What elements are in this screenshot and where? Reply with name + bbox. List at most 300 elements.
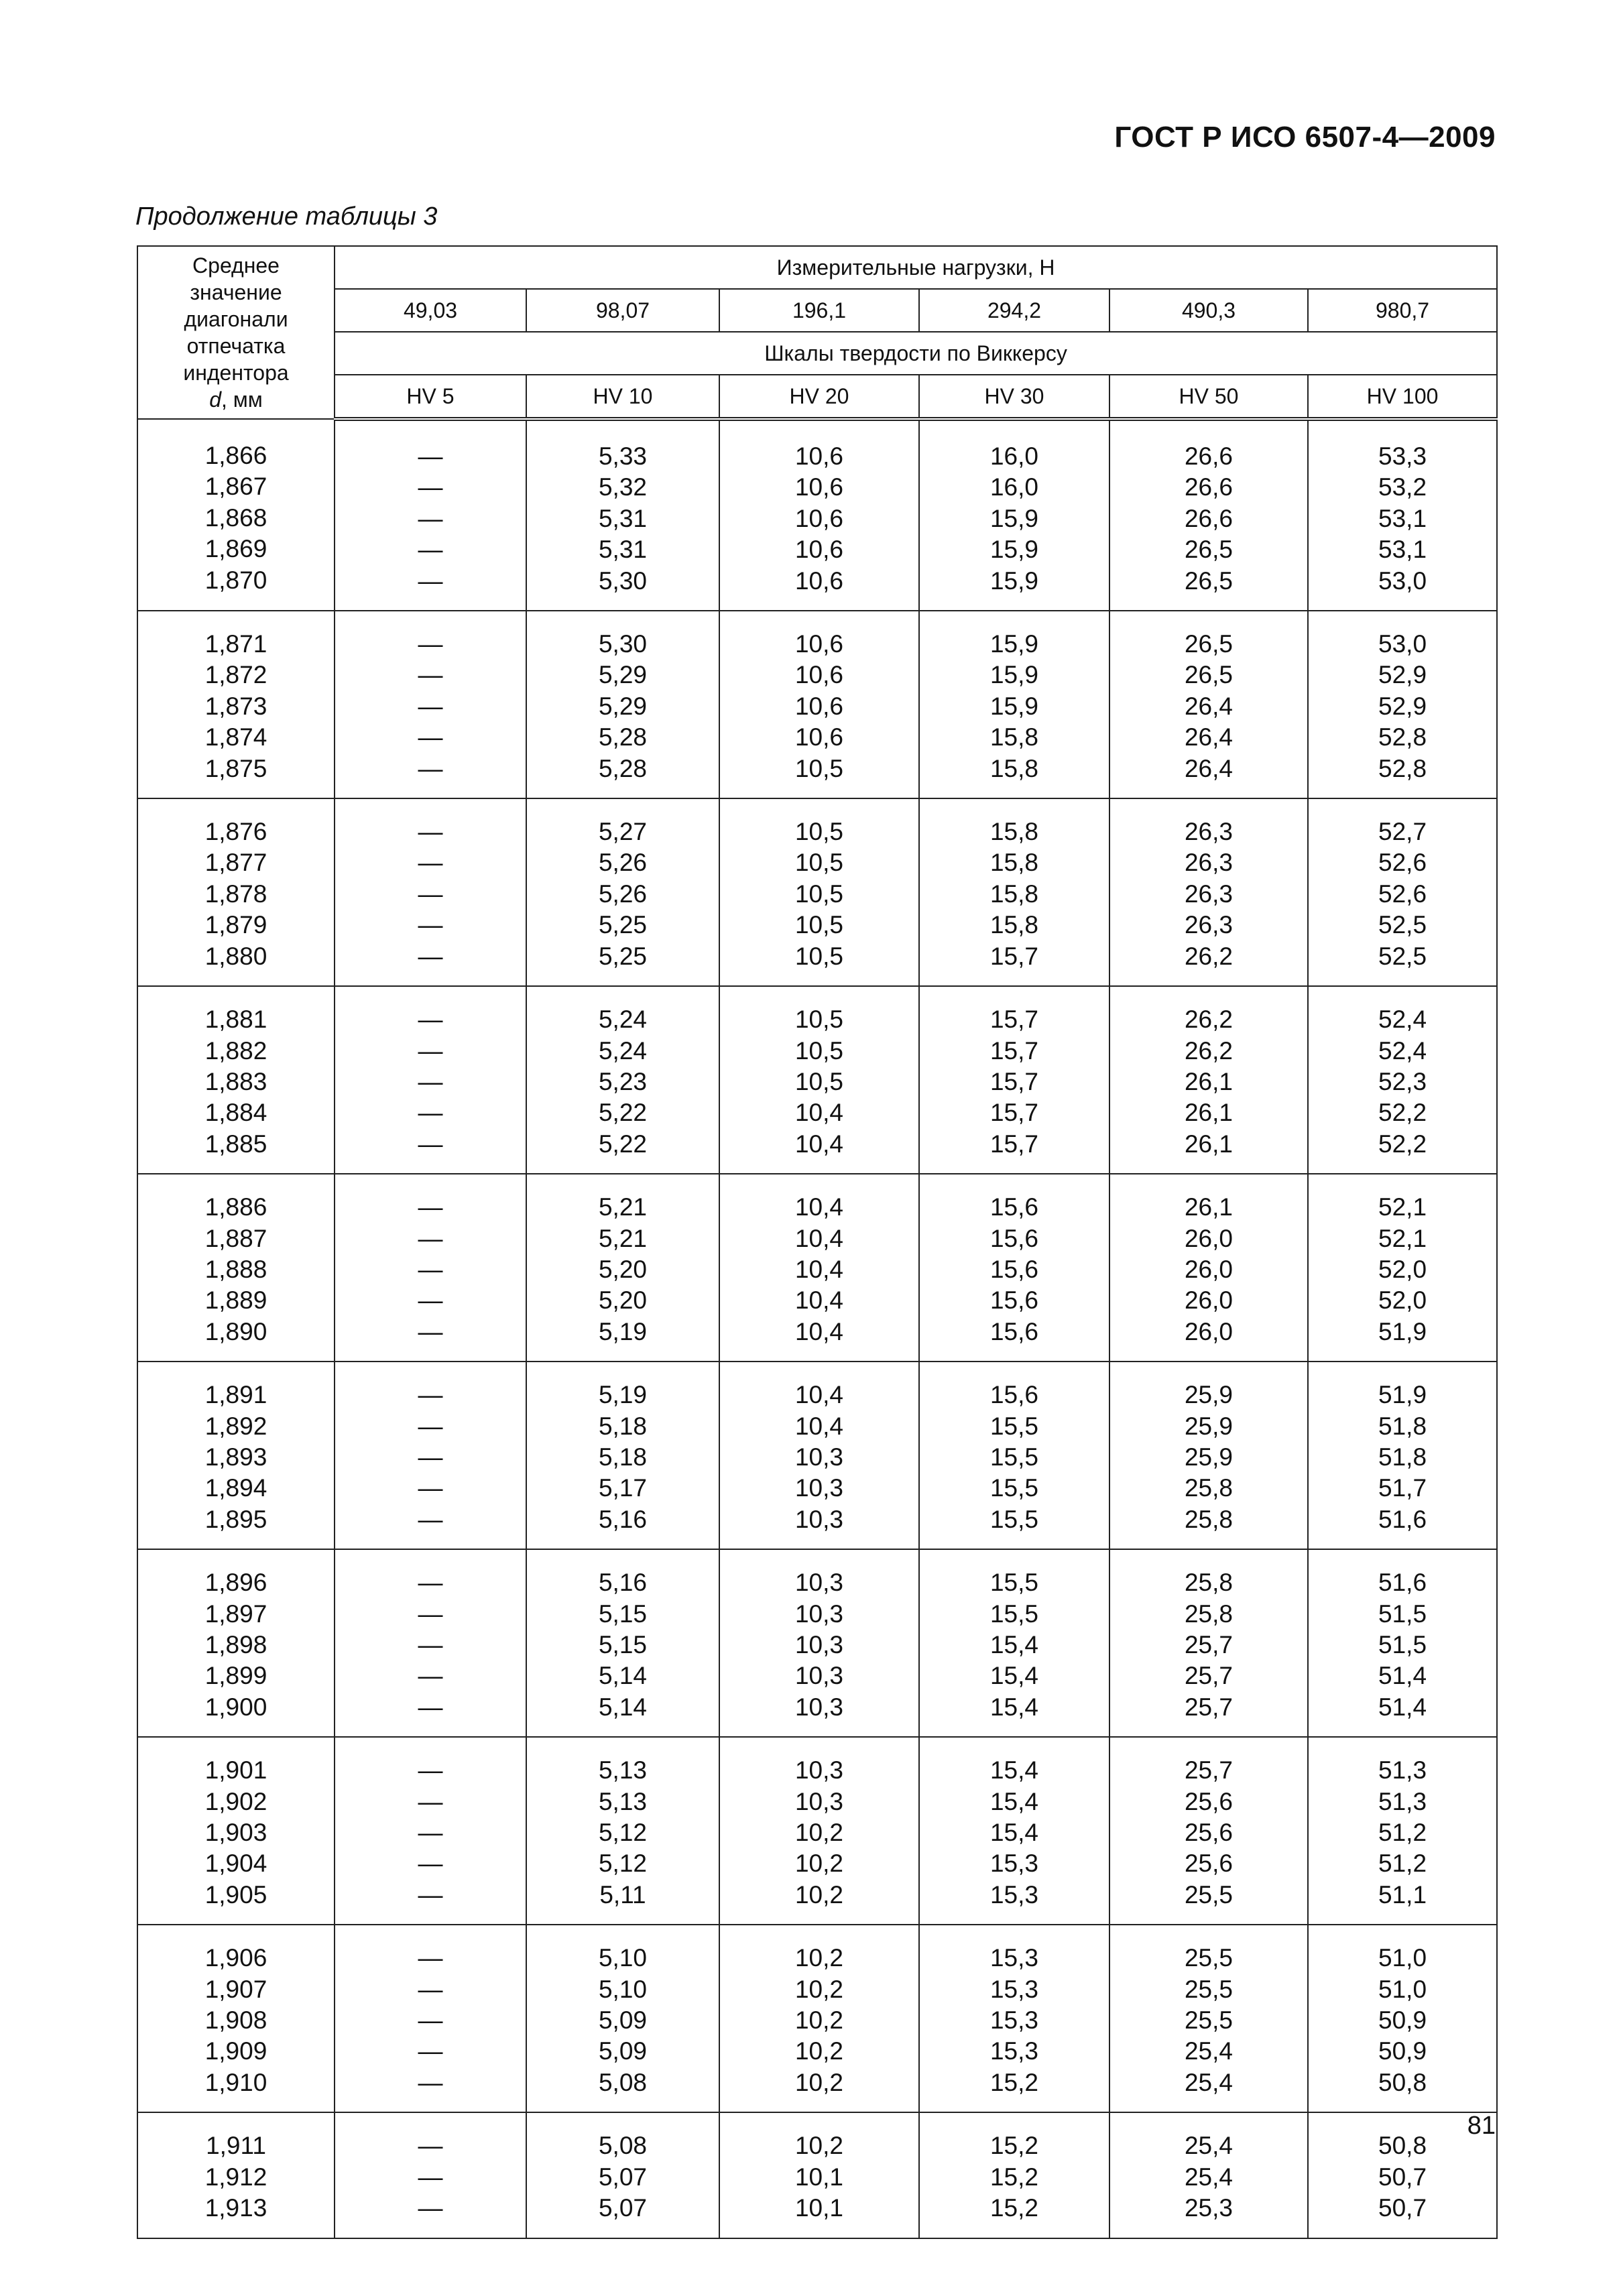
table-value: 15,7 bbox=[989, 1099, 1038, 1127]
hardness-cell bbox=[919, 611, 1109, 798]
table-value: 5,16 bbox=[598, 1505, 647, 1533]
table-value: 15,8 bbox=[989, 880, 1038, 908]
table-value: 1,897 bbox=[204, 1599, 267, 1628]
row-group bbox=[137, 1362, 1497, 1549]
table-value: 15,6 bbox=[989, 1193, 1038, 1221]
table-value: 26,5 bbox=[1184, 630, 1233, 658]
table-value: 25,6 bbox=[1184, 1819, 1233, 1847]
table-value: 52,6 bbox=[1378, 880, 1427, 908]
table-value: 53,1 bbox=[1378, 504, 1427, 532]
hardness-cell bbox=[1109, 611, 1308, 798]
hardness-cell bbox=[719, 1362, 919, 1549]
table-value: — bbox=[418, 1224, 443, 1252]
table-value: 10,3 bbox=[794, 1756, 843, 1785]
table-value: 26,4 bbox=[1184, 692, 1233, 720]
hardness-cell bbox=[1109, 2112, 1308, 2238]
table-value: 52,4 bbox=[1378, 1006, 1427, 1034]
table-value: 52,5 bbox=[1378, 911, 1427, 939]
table-value: — bbox=[418, 1381, 443, 1409]
table-value: — bbox=[418, 1130, 443, 1158]
table-value: 10,4 bbox=[794, 1224, 843, 1252]
table-value: 1,885 bbox=[204, 1130, 267, 1158]
table-value: — bbox=[418, 1317, 443, 1345]
table-value: — bbox=[418, 536, 443, 564]
table-value: — bbox=[418, 818, 443, 846]
table-value: 15,2 bbox=[989, 2163, 1038, 2191]
table-value: 1,906 bbox=[204, 1944, 267, 1972]
table-value: 26,1 bbox=[1184, 1099, 1233, 1127]
table-value: 16,0 bbox=[989, 442, 1038, 470]
table-value: 1,882 bbox=[204, 1036, 267, 1065]
table-value: — bbox=[418, 942, 443, 970]
table-value: 52,5 bbox=[1378, 942, 1427, 970]
table-value: 51,3 bbox=[1378, 1756, 1427, 1785]
table-value: 10,6 bbox=[794, 504, 843, 532]
stub-header-line: диагонали bbox=[184, 307, 288, 331]
table-value: 10,4 bbox=[794, 1317, 843, 1345]
hardness-cell bbox=[526, 2112, 719, 2238]
table-value: — bbox=[418, 2194, 443, 2222]
row-group bbox=[137, 419, 1497, 611]
table-value: 10,4 bbox=[794, 1412, 843, 1440]
stub-header-line: индентора bbox=[183, 361, 289, 385]
table-value: 5,14 bbox=[598, 1693, 647, 1721]
table-value: — bbox=[418, 1662, 443, 1690]
table-value: 25,3 bbox=[1184, 2194, 1233, 2222]
table-value: 10,2 bbox=[794, 1975, 843, 2003]
table-value: — bbox=[418, 1006, 443, 1034]
table-value: 5,16 bbox=[598, 1569, 647, 1597]
table-value: 52,1 bbox=[1378, 1224, 1427, 1252]
hardness-cell bbox=[719, 2112, 919, 2238]
table-value: 51,4 bbox=[1378, 1662, 1427, 1690]
table-value: 15,3 bbox=[989, 2037, 1038, 2065]
table-value: 15,3 bbox=[989, 2006, 1038, 2035]
table-value: 25,9 bbox=[1184, 1412, 1233, 1440]
table-value: 1,902 bbox=[204, 1787, 267, 1815]
table-value: 15,3 bbox=[989, 1880, 1038, 1909]
table-value: 1,888 bbox=[204, 1255, 267, 1283]
table-value: 1,894 bbox=[204, 1474, 267, 1502]
table-value: 15,8 bbox=[989, 754, 1038, 782]
table-value: 52,8 bbox=[1378, 754, 1427, 782]
table-value: 26,6 bbox=[1184, 504, 1233, 532]
row-group bbox=[137, 611, 1497, 798]
table-value: — bbox=[418, 1756, 443, 1785]
table-value: 10,6 bbox=[794, 536, 843, 564]
table-value: 16,0 bbox=[989, 473, 1038, 501]
table-value: 1,889 bbox=[204, 1286, 267, 1315]
table-value: 10,3 bbox=[794, 1693, 843, 1721]
table-value: 26,3 bbox=[1184, 880, 1233, 908]
table-value: 1,879 bbox=[204, 911, 267, 939]
table-value: 52,0 bbox=[1378, 1286, 1427, 1315]
table-value: 5,25 bbox=[598, 942, 647, 970]
table-value: — bbox=[418, 1693, 443, 1721]
table-value: 25,7 bbox=[1184, 1756, 1233, 1785]
table-value: 1,868 bbox=[204, 503, 267, 532]
table-value: 5,13 bbox=[598, 1756, 647, 1785]
load-header: 196,1 bbox=[719, 289, 919, 332]
table-value: 10,2 bbox=[794, 1880, 843, 1909]
table-value: 10,5 bbox=[794, 818, 843, 846]
diagonal-cell bbox=[137, 2112, 335, 2238]
table-value: 25,4 bbox=[1184, 2068, 1233, 2096]
table-value: — bbox=[418, 1569, 443, 1597]
table-value: 5,27 bbox=[598, 818, 647, 846]
table-value: 26,5 bbox=[1184, 566, 1233, 595]
table-value: — bbox=[418, 1505, 443, 1533]
table-value: 51,2 bbox=[1378, 1850, 1427, 1878]
hardness-cell bbox=[1109, 986, 1308, 1174]
table-value: 26,5 bbox=[1184, 661, 1233, 689]
table-value: 5,31 bbox=[598, 504, 647, 532]
table-value: 5,19 bbox=[598, 1317, 647, 1345]
table-value: 5,26 bbox=[598, 849, 647, 877]
table-value: 51,8 bbox=[1378, 1443, 1427, 1471]
table-value: — bbox=[418, 1819, 443, 1847]
table-value: 10,6 bbox=[794, 442, 843, 470]
table-value: 1,877 bbox=[204, 849, 267, 877]
table-value: 5,29 bbox=[598, 692, 647, 720]
table-value: 15,9 bbox=[989, 692, 1038, 720]
table-value: — bbox=[418, 1850, 443, 1878]
table-value: 1,908 bbox=[204, 2006, 267, 2035]
table-value: 15,2 bbox=[989, 2194, 1038, 2222]
table-value: 10,3 bbox=[794, 1474, 843, 1502]
table-value: — bbox=[418, 1036, 443, 1065]
row-group bbox=[137, 1925, 1497, 2112]
scale-header: HV 10 bbox=[526, 375, 719, 419]
hardness-cell bbox=[1109, 1174, 1308, 1362]
hardness-cell bbox=[1308, 419, 1497, 611]
table-value: 10,3 bbox=[794, 1599, 843, 1628]
table-value: 1,901 bbox=[204, 1756, 267, 1785]
table-value: 10,3 bbox=[794, 1569, 843, 1597]
table-value: 25,7 bbox=[1184, 1693, 1233, 1721]
row-group bbox=[137, 2112, 1497, 2238]
scales-title: Шкалы твердости по Виккерсу bbox=[335, 332, 1497, 375]
table-value: 26,2 bbox=[1184, 1006, 1233, 1034]
table-value: 1,880 bbox=[204, 942, 267, 970]
load-header: 490,3 bbox=[1109, 289, 1308, 332]
table-value: 51,6 bbox=[1378, 1505, 1427, 1533]
table-value: 25,9 bbox=[1184, 1443, 1233, 1471]
hardness-cell bbox=[526, 1737, 719, 1925]
table-value: 10,6 bbox=[794, 566, 843, 595]
loads-row bbox=[137, 289, 1497, 332]
hardness-cell bbox=[1109, 1549, 1308, 1737]
hardness-cell bbox=[919, 1925, 1109, 2112]
hardness-cell bbox=[1109, 419, 1308, 611]
table-value: 5,22 bbox=[598, 1130, 647, 1158]
diagonal-cell bbox=[137, 1362, 335, 1549]
table-value: — bbox=[418, 1255, 443, 1283]
table-value: — bbox=[418, 1286, 443, 1315]
table-value: 50,8 bbox=[1378, 2068, 1427, 2096]
table-value: 50,8 bbox=[1378, 2132, 1427, 2160]
table-value: 5,12 bbox=[598, 1850, 647, 1878]
table-value: 15,5 bbox=[989, 1569, 1038, 1597]
table-value: 5,32 bbox=[598, 473, 647, 501]
table-value: 15,7 bbox=[989, 942, 1038, 970]
hardness-cell bbox=[919, 1362, 1109, 1549]
table-value: 15,4 bbox=[989, 1756, 1038, 1785]
table-value: 25,8 bbox=[1184, 1474, 1233, 1502]
table-value: 26,5 bbox=[1184, 536, 1233, 564]
hardness-cell bbox=[526, 986, 719, 1174]
table-value: 52,9 bbox=[1378, 661, 1427, 689]
table-value: 10,2 bbox=[794, 1944, 843, 1972]
row-group bbox=[137, 986, 1497, 1174]
table-value: 10,5 bbox=[794, 1067, 843, 1095]
table-value: 53,0 bbox=[1378, 566, 1427, 595]
table-value: — bbox=[418, 1631, 443, 1658]
table-value: 10,3 bbox=[794, 1631, 843, 1658]
table-value: 15,7 bbox=[989, 1036, 1038, 1065]
table-value: — bbox=[418, 473, 443, 501]
hardness-cell bbox=[719, 986, 919, 1174]
diagonal-cell bbox=[137, 1925, 335, 2112]
row-group bbox=[137, 798, 1497, 986]
table-value: 51,1 bbox=[1378, 1880, 1427, 1909]
table-value: 10,2 bbox=[794, 1850, 843, 1878]
table-value: 26,0 bbox=[1184, 1286, 1233, 1315]
table-value: 5,18 bbox=[598, 1443, 647, 1471]
hardness-cell bbox=[919, 986, 1109, 1174]
table-value: 10,2 bbox=[794, 2068, 843, 2096]
table-value: 10,6 bbox=[794, 723, 843, 751]
table-value: — bbox=[418, 661, 443, 689]
table-value: — bbox=[418, 723, 443, 751]
table-value: 5,31 bbox=[598, 536, 647, 564]
table-value: 5,23 bbox=[598, 1067, 647, 1095]
table-value: 10,4 bbox=[794, 1255, 843, 1283]
table-value: 1,878 bbox=[204, 880, 267, 908]
table-value: — bbox=[418, 2006, 443, 2035]
table-value: 15,9 bbox=[989, 536, 1038, 564]
table-value: 26,0 bbox=[1184, 1224, 1233, 1252]
table-value: 51,0 bbox=[1378, 1944, 1427, 1972]
table-value: 25,5 bbox=[1184, 1880, 1233, 1909]
table-value: 5,30 bbox=[598, 630, 647, 658]
table-value: 5,26 bbox=[598, 880, 647, 908]
table-value: 5,13 bbox=[598, 1787, 647, 1815]
table-value: 15,4 bbox=[989, 1787, 1038, 1815]
table-value: 5,09 bbox=[598, 2006, 647, 2035]
diagonal-cell bbox=[137, 419, 335, 611]
table-value: 1,910 bbox=[204, 2068, 267, 2096]
table-value: 10,1 bbox=[794, 2163, 843, 2191]
table-value: — bbox=[418, 1787, 443, 1815]
table-value: 15,8 bbox=[989, 818, 1038, 846]
table-value: 5,20 bbox=[598, 1286, 647, 1315]
table-value: 25,5 bbox=[1184, 1944, 1233, 1972]
table-value: 15,4 bbox=[989, 1693, 1038, 1721]
table-value: 5,24 bbox=[598, 1006, 647, 1034]
table-value: 51,8 bbox=[1378, 1412, 1427, 1440]
table-value: — bbox=[418, 442, 443, 470]
table-value: 10,4 bbox=[794, 1381, 843, 1409]
table-value: 5,11 bbox=[599, 1880, 646, 1909]
table-value: 25,5 bbox=[1184, 2006, 1233, 2035]
table-value: 25,5 bbox=[1184, 1975, 1233, 2003]
table-value: 1,903 bbox=[204, 1819, 267, 1847]
table-value: 5,10 bbox=[598, 1975, 647, 2003]
row-group bbox=[137, 1549, 1497, 1737]
hardness-cell bbox=[719, 419, 919, 611]
hardness-cell bbox=[335, 611, 526, 798]
table-value: 5,08 bbox=[598, 2132, 647, 2160]
table-value: 52,8 bbox=[1378, 723, 1427, 751]
table-value: 1,904 bbox=[204, 1850, 267, 1878]
table-value: 5,09 bbox=[598, 2037, 647, 2065]
table-value: — bbox=[418, 1599, 443, 1628]
table-value: — bbox=[418, 849, 443, 877]
table-value: 10,3 bbox=[794, 1505, 843, 1533]
table-value: 15,9 bbox=[989, 504, 1038, 532]
table-value: 26,3 bbox=[1184, 911, 1233, 939]
scale-header: HV 5 bbox=[335, 375, 526, 419]
table-value: 10,5 bbox=[794, 1036, 843, 1065]
hardness-cell bbox=[526, 1925, 719, 2112]
table-value: 1,874 bbox=[204, 723, 267, 751]
scale-header: HV 20 bbox=[719, 375, 919, 419]
table-value: 10,4 bbox=[794, 1099, 843, 1127]
table-value: 1,895 bbox=[204, 1505, 267, 1533]
table-value: 15,7 bbox=[989, 1006, 1038, 1034]
table-value: 5,18 bbox=[598, 1412, 647, 1440]
table-value: 5,07 bbox=[598, 2194, 647, 2222]
table-value: — bbox=[418, 630, 443, 658]
table-value: 10,6 bbox=[794, 692, 843, 720]
table-value: 5,07 bbox=[598, 2163, 647, 2191]
table-value: 52,3 bbox=[1378, 1067, 1427, 1095]
table-value: 15,8 bbox=[989, 911, 1038, 939]
table-value: 15,4 bbox=[989, 1662, 1038, 1690]
table-value: 25,8 bbox=[1184, 1569, 1233, 1597]
table-value: — bbox=[418, 2068, 443, 2096]
hardness-cell bbox=[919, 798, 1109, 986]
hardness-cell bbox=[719, 1174, 919, 1362]
hardness-cell bbox=[526, 1174, 719, 1362]
table-value: 5,14 bbox=[598, 1662, 647, 1690]
table-value: 1,884 bbox=[204, 1099, 267, 1127]
table-value: 1,907 bbox=[204, 1975, 267, 2003]
table-value: — bbox=[418, 1944, 443, 1972]
scale-header: HV 50 bbox=[1109, 375, 1308, 419]
table-value: 52,0 bbox=[1378, 1255, 1427, 1283]
table-value: 1,867 bbox=[204, 473, 267, 501]
table-value: 25,4 bbox=[1184, 2037, 1233, 2065]
hardness-cell bbox=[1308, 1362, 1497, 1549]
table-caption: Продолжение таблицы 3 bbox=[135, 202, 438, 231]
table-value: — bbox=[418, 1067, 443, 1095]
hardness-cell bbox=[1109, 1737, 1308, 1925]
hardness-cell bbox=[335, 1925, 526, 2112]
hardness-cell bbox=[719, 1549, 919, 1737]
table-value: 10,2 bbox=[794, 1819, 843, 1847]
table-value: 15,5 bbox=[989, 1474, 1038, 1502]
table-value: — bbox=[418, 566, 443, 595]
table-value: 25,9 bbox=[1184, 1381, 1233, 1409]
load-header: 980,7 bbox=[1308, 289, 1497, 332]
row-group bbox=[137, 1737, 1497, 1925]
table-value: 10,6 bbox=[794, 473, 843, 501]
table-value: 15,7 bbox=[989, 1130, 1038, 1158]
table-value: 10,2 bbox=[794, 2132, 843, 2160]
table-value: 15,8 bbox=[989, 723, 1038, 751]
table-value: — bbox=[418, 911, 443, 939]
hardness-cell bbox=[1308, 1737, 1497, 1925]
table-value: 53,3 bbox=[1378, 442, 1427, 470]
table-value: 5,29 bbox=[598, 661, 647, 689]
table-value: 52,2 bbox=[1378, 1130, 1427, 1158]
hardness-cell bbox=[1109, 798, 1308, 986]
table-value: 26,1 bbox=[1184, 1193, 1233, 1221]
table-value: — bbox=[418, 2037, 443, 2065]
table-value: — bbox=[418, 1099, 443, 1127]
table-value: 15,7 bbox=[989, 1067, 1038, 1095]
table-value: 5,21 bbox=[598, 1193, 647, 1221]
table-value: 10,6 bbox=[794, 661, 843, 689]
table-value: 52,4 bbox=[1378, 1036, 1427, 1065]
table-value: 15,5 bbox=[989, 1443, 1038, 1471]
table-value: 1,869 bbox=[204, 535, 267, 563]
table-value: 51,2 bbox=[1378, 1819, 1427, 1847]
diagonal-cell bbox=[137, 1549, 335, 1737]
hardness-cell bbox=[719, 798, 919, 986]
hardness-cell bbox=[919, 1549, 1109, 1737]
scales-row bbox=[137, 375, 1497, 419]
hardness-cell bbox=[526, 1362, 719, 1549]
table-value: 1,881 bbox=[204, 1006, 267, 1034]
table-value: 15,9 bbox=[989, 661, 1038, 689]
table-value: 5,15 bbox=[598, 1599, 647, 1628]
hardness-cell bbox=[526, 1549, 719, 1737]
table-value: 50,9 bbox=[1378, 2006, 1427, 2035]
table-value: 51,6 bbox=[1378, 1569, 1427, 1597]
table-value: 1,890 bbox=[204, 1317, 267, 1345]
table-value: 53,1 bbox=[1378, 536, 1427, 564]
stub-header-line: Среднее bbox=[192, 253, 280, 278]
table-value: 25,8 bbox=[1184, 1599, 1233, 1628]
table-value: 26,6 bbox=[1184, 473, 1233, 501]
table-value: 50,9 bbox=[1378, 2037, 1427, 2065]
table-value: 25,7 bbox=[1184, 1662, 1233, 1690]
table-value: 50,7 bbox=[1378, 2194, 1427, 2222]
table-value: 1,909 bbox=[204, 2037, 267, 2065]
table-value: 1,905 bbox=[204, 1880, 267, 1909]
table-value: 1,912 bbox=[204, 2163, 267, 2191]
table-value: 1,886 bbox=[204, 1193, 267, 1221]
diagonal-cell bbox=[137, 798, 335, 986]
table-value: 5,24 bbox=[598, 1036, 647, 1065]
table-value: — bbox=[418, 1975, 443, 2003]
table-value: 10,3 bbox=[794, 1443, 843, 1471]
table-value: 51,5 bbox=[1378, 1631, 1427, 1658]
table-value: 10,2 bbox=[794, 2037, 843, 2065]
loads-title: Измерительные нагрузки, Н bbox=[335, 246, 1497, 289]
diagonal-cell bbox=[137, 986, 335, 1174]
table-value: 1,875 bbox=[204, 754, 267, 782]
table-value: 1,913 bbox=[204, 2194, 267, 2222]
table-value: 15,9 bbox=[989, 630, 1038, 658]
table-value: 10,5 bbox=[794, 1006, 843, 1034]
diagonal-cell bbox=[137, 611, 335, 798]
hardness-cell bbox=[1308, 611, 1497, 798]
table-value: — bbox=[418, 504, 443, 532]
